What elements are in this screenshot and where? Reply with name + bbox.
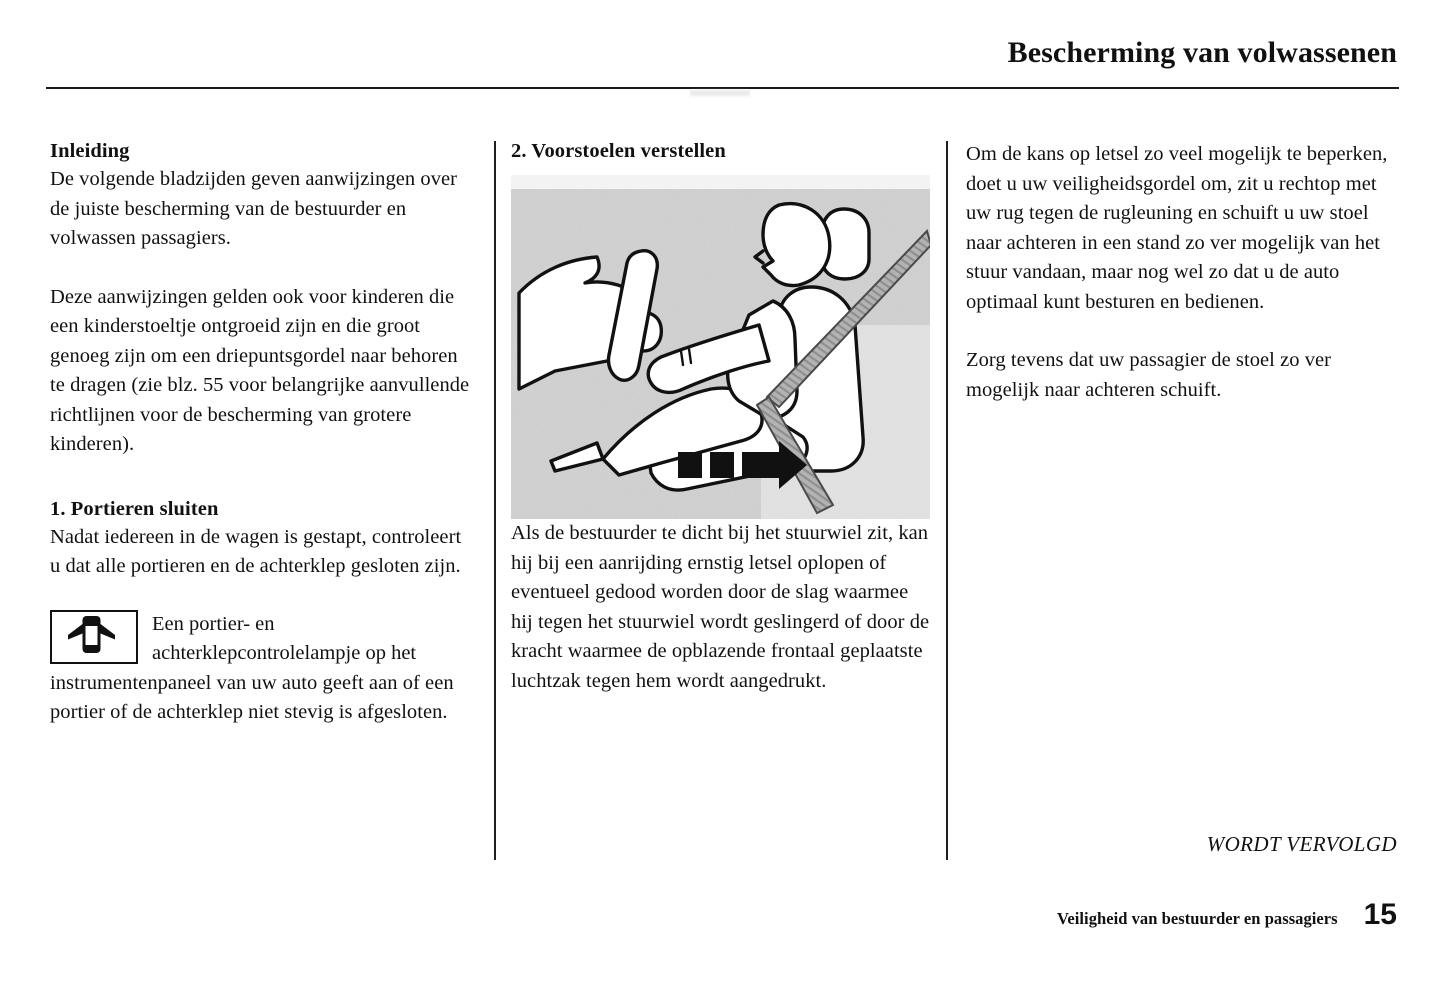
- section-1-paragraph: Nadat iedereen in de wagen is gestapt, controleert u dat alle portieren en de achterklep gesloten zijn.: [50, 525, 462, 577]
- right-paragraph-1: Om de kans op letsel zo veel mogelijk te beperken, doet u uw veiligheidsgordel om, zit u rechtop met uw rug tegen de rugleuning en schuift u uw stoel naar achteren in een stand zo ver mogelijk van het stuur vandaan, maar nog wel zo dat u de auto optimaal kunt besturen en bedienen.: [966, 143, 1388, 313]
- column-left: [50, 140, 471, 728]
- heading-voorstoelen-verstellen: 2. Voorstoelen verstellen: [511, 140, 726, 162]
- continued-label: WORDT VERVOLGD: [1206, 832, 1397, 856]
- column-divider-left: [494, 141, 496, 860]
- page-title: Bescherming van volwassenen: [1007, 36, 1397, 69]
- figure-caption: Als de bestuurder te dicht bij het stuurwiel zit, kan hij bij een aanrijding ernstig letsel oplopen of eventueel gedood worden door de slag waarmee hij tegen het stuurwiel wordt geslingerd of door de kracht waarmee de opblazende frontaal geplaatste luchtzak tegen hem wordt aangedrukt.: [511, 522, 930, 692]
- heading-portieren-sluiten: 1. Portieren sluiten: [50, 497, 219, 520]
- door-ajar-warning-lamp-icon: [50, 610, 138, 664]
- header-divider-rule: [46, 87, 1399, 89]
- scan-artifact: [690, 90, 750, 96]
- column-middle: [511, 140, 934, 696]
- column-divider-right: [946, 141, 948, 860]
- warning-lamp-text-inline: Een portier- en achterklepcontrolelampje op het: [152, 612, 417, 664]
- footer-section-label: Veiligheid van bestuurder en passagiers: [1056, 909, 1338, 928]
- right-paragraph-2: Zorg tevens dat uw passagier de stoel zo ver mogelijk naar achteren schuift.: [966, 349, 1332, 401]
- warning-lamp-text-rest: instrumentenpaneel van uw auto geeft aan of een portier of de achterklep niet stevig is afgesloten.: [50, 671, 454, 723]
- driver-seat-adjustment-illustration: [511, 175, 930, 519]
- column-right: [966, 140, 1391, 405]
- intro-paragraph-1: De volgende bladzijden geven aanwijzingen over de juiste bescherming van de bestuurder en volwassen passagiers.: [50, 168, 458, 249]
- intro-paragraph-2: Deze aanwijzingen gelden ook voor kinderen die een kinderstoeltje ontgroeid zijn en die groot genoeg zijn om een driepuntsgordel naar behoren te dragen (zie blz. 55 voor belangrijke aanvullende richtlijnen voor de bescherming van grotere kinderen).: [50, 285, 470, 455]
- heading-inleiding: Inleiding: [50, 140, 130, 162]
- page-footer: [1057, 898, 1397, 932]
- page-number: 15: [1363, 898, 1397, 931]
- warning-lamp-block: [50, 610, 471, 669]
